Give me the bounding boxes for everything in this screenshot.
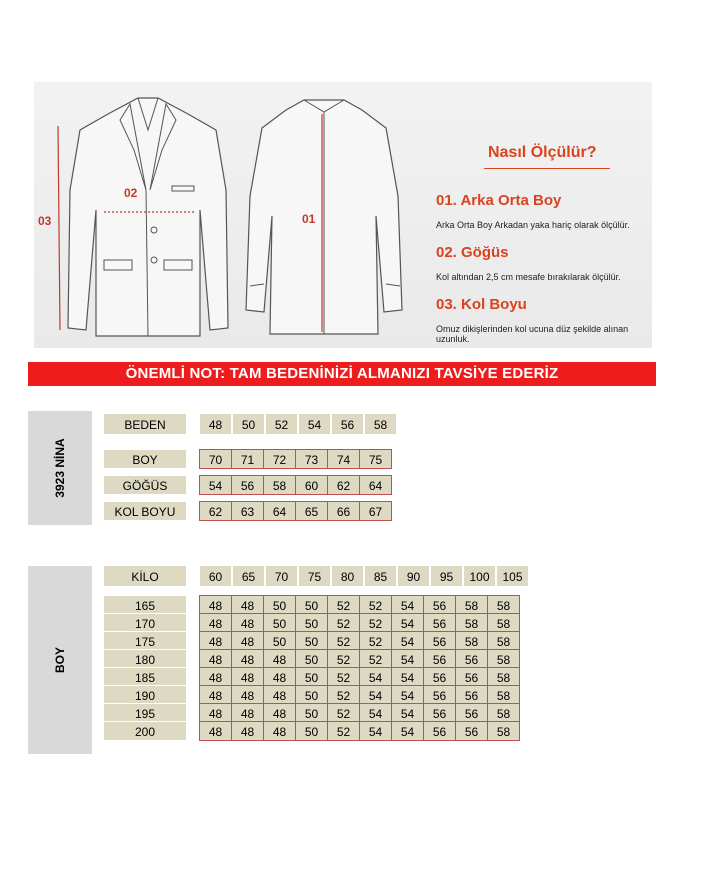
size-cell: 56 [455, 649, 488, 669]
size-cell: 52 [327, 721, 360, 741]
size-cell: 50 [295, 649, 328, 669]
size-cell: 52 [327, 685, 360, 705]
size-cell: 54 [359, 667, 392, 687]
size-cell: 58 [487, 631, 520, 651]
size-cell: 52 [359, 649, 392, 669]
height-label: 195 [103, 703, 187, 723]
measure-label-03: 03 [38, 214, 52, 228]
size-cell: 50 [295, 631, 328, 651]
size-cell: 54 [391, 685, 424, 705]
size-cell: 48 [263, 685, 296, 705]
size-cell: 52 [327, 631, 360, 651]
size-cell: 48 [231, 667, 264, 687]
size-cell: 56 [423, 667, 456, 687]
size-cell: 48 [199, 649, 232, 669]
important-note-banner: ÖNEMLİ NOT: TAM BEDENİNİZİ ALMANIZI TAVSİYE EDERİZ [28, 362, 656, 386]
height-label: 190 [103, 685, 187, 705]
size-cell: 48 [263, 721, 296, 741]
table-cell: 66 [327, 501, 360, 521]
size-row-kol-boyu [103, 501, 391, 521]
height-axis-label: BOY [53, 646, 67, 674]
size-header-cell: 52 [265, 413, 298, 435]
size-cell: 50 [295, 685, 328, 705]
size-cell: 58 [455, 631, 488, 651]
size-cell: 48 [199, 685, 232, 705]
size-header-label: BEDEN [103, 413, 187, 435]
size-cell: 48 [199, 595, 232, 615]
how-to-measure-title: Nasıl Ölçülür? [488, 144, 597, 161]
table-cell: 75 [359, 449, 392, 469]
size-cell: 58 [487, 649, 520, 669]
step-2-title: 02. Göğüs [436, 244, 509, 261]
size-cell: 48 [199, 631, 232, 651]
weight-header-cell: 85 [364, 565, 397, 587]
step-3-desc: Omuz dikişlerinden kol ucuna düz şekilde alınan uzunluk. [436, 324, 629, 344]
size-cell: 52 [359, 613, 392, 633]
height-label: 185 [103, 667, 187, 687]
table-cell: 73 [295, 449, 328, 469]
size-cell: 48 [263, 649, 296, 669]
title-underline [484, 168, 610, 169]
table-cell: 60 [295, 475, 328, 495]
table-cell: 64 [359, 475, 392, 495]
size-cell: 54 [391, 613, 424, 633]
size-cell: 56 [423, 649, 456, 669]
size-header-cell: 56 [331, 413, 364, 435]
size-cell: 52 [359, 631, 392, 651]
size-cell: 50 [263, 631, 296, 651]
size-cell: 58 [487, 667, 520, 687]
size-cell: 58 [487, 685, 520, 705]
size-cell: 50 [295, 595, 328, 615]
size-cell: 48 [199, 703, 232, 723]
weight-header-cell: 100 [463, 565, 496, 587]
weight-header-cell: 65 [232, 565, 265, 587]
measurement-guide [34, 82, 652, 348]
size-cell: 56 [423, 721, 456, 741]
size-header-cell: 54 [298, 413, 331, 435]
size-cell: 52 [327, 595, 360, 615]
size-rows [103, 449, 391, 519]
measure-label-02: 02 [124, 186, 138, 200]
size-cell: 56 [455, 667, 488, 687]
table-cell: 62 [199, 501, 232, 521]
size-cell: 56 [455, 685, 488, 705]
size-cell: 48 [231, 631, 264, 651]
table-cell: 64 [263, 501, 296, 521]
height-label: 200 [103, 721, 187, 741]
fit-row [103, 667, 519, 687]
size-cell: 56 [455, 721, 488, 741]
size-cell: 56 [423, 613, 456, 633]
table-cell: 65 [295, 501, 328, 521]
size-cell: 48 [231, 685, 264, 705]
size-cell: 48 [231, 595, 264, 615]
weight-header-cell: 105 [496, 565, 529, 587]
size-cell: 54 [391, 631, 424, 651]
size-cell: 58 [487, 721, 520, 741]
size-cell: 54 [359, 685, 392, 705]
size-cell: 54 [391, 703, 424, 723]
row-label: KOL BOYU [103, 501, 187, 521]
table-cell: 56 [231, 475, 264, 495]
size-cell: 56 [455, 703, 488, 723]
size-table-side-label [28, 411, 92, 525]
weight-header-cell: 95 [430, 565, 463, 587]
fit-rows [103, 595, 519, 739]
jacket-front-icon [50, 90, 246, 344]
table-cell: 63 [231, 501, 264, 521]
size-cell: 54 [359, 703, 392, 723]
size-cell: 54 [391, 721, 424, 741]
size-header-cell: 48 [199, 413, 232, 435]
size-cell: 48 [199, 721, 232, 741]
size-cell: 48 [231, 721, 264, 741]
weight-header-cell: 75 [298, 565, 331, 587]
size-cell: 54 [391, 649, 424, 669]
size-cell: 52 [327, 613, 360, 633]
size-cell: 52 [359, 595, 392, 615]
size-header-cell: 50 [232, 413, 265, 435]
fit-row [103, 721, 519, 741]
table-cell: 70 [199, 449, 232, 469]
size-cell: 48 [231, 613, 264, 633]
size-cell: 48 [263, 703, 296, 723]
table-cell: 67 [359, 501, 392, 521]
fit-row [103, 685, 519, 705]
fit-row [103, 631, 519, 651]
step-1-desc: Arka Orta Boy Arkadan yaka hariç olarak ölçülür. [436, 220, 630, 230]
fit-row [103, 649, 519, 669]
size-cell: 56 [423, 685, 456, 705]
size-row-boy [103, 449, 391, 469]
fit-row [103, 613, 519, 633]
weight-header-cell: 80 [331, 565, 364, 587]
weight-header-cell: 60 [199, 565, 232, 587]
size-cell: 56 [423, 631, 456, 651]
size-cell: 48 [199, 667, 232, 687]
size-cell: 48 [263, 667, 296, 687]
fit-row [103, 703, 519, 723]
size-cell: 58 [487, 613, 520, 633]
weight-header-cell: 70 [265, 565, 298, 587]
row-label: BOY [103, 449, 187, 469]
jacket-back-icon [236, 96, 412, 340]
size-cell: 56 [423, 595, 456, 615]
weight-header-cell: 90 [397, 565, 430, 587]
size-cell: 48 [199, 613, 232, 633]
step-1-title: 01. Arka Orta Boy [436, 192, 562, 209]
fit-table-side-label [28, 566, 92, 754]
size-cell: 56 [423, 703, 456, 723]
size-cell: 50 [295, 613, 328, 633]
size-cell: 58 [455, 613, 488, 633]
height-label: 165 [103, 595, 187, 615]
size-cell: 50 [295, 703, 328, 723]
height-label: 175 [103, 631, 187, 651]
step-2-desc: Kol altından 2,5 cm mesafe bırakılarak ölçülür. [436, 272, 621, 282]
size-cell: 54 [391, 667, 424, 687]
table-cell: 71 [231, 449, 264, 469]
fit-row [103, 595, 519, 615]
size-cell: 48 [231, 703, 264, 723]
weight-header-label: KİLO [103, 565, 187, 587]
table-cell: 72 [263, 449, 296, 469]
size-cell: 52 [327, 667, 360, 687]
table-cell: 54 [199, 475, 232, 495]
size-cell: 54 [359, 721, 392, 741]
table-cell: 58 [263, 475, 296, 495]
size-cell: 50 [263, 595, 296, 615]
size-cell: 50 [295, 721, 328, 741]
row-label: GÖĞÜS [103, 475, 187, 495]
size-cell: 50 [263, 613, 296, 633]
height-label: 180 [103, 649, 187, 669]
size-cell: 50 [295, 667, 328, 687]
size-row-gogus [103, 475, 391, 495]
size-cell: 58 [487, 703, 520, 723]
size-cell: 54 [391, 595, 424, 615]
measure-label-01: 01 [302, 212, 316, 226]
model-name: 3923 NİNA [53, 438, 67, 498]
size-header-row [103, 413, 397, 435]
step-3-title: 03. Kol Boyu [436, 296, 527, 313]
height-label: 170 [103, 613, 187, 633]
table-cell: 74 [327, 449, 360, 469]
size-cell: 52 [327, 649, 360, 669]
size-cell: 52 [327, 703, 360, 723]
size-header-cell: 58 [364, 413, 397, 435]
size-cell: 58 [455, 595, 488, 615]
size-cell: 48 [231, 649, 264, 669]
table-cell: 62 [327, 475, 360, 495]
size-cell: 58 [487, 595, 520, 615]
weight-header-row [103, 565, 529, 587]
